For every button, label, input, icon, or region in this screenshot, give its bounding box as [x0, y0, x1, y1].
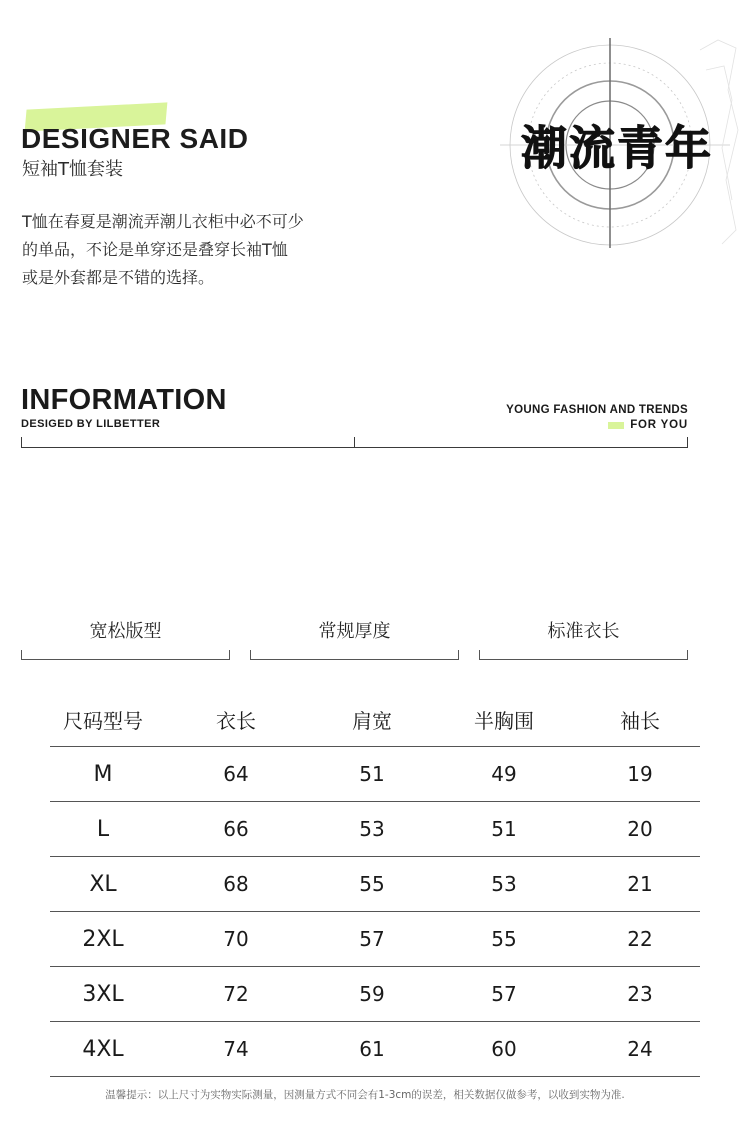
description-line: T恤在春夏是潮流弄潮儿衣柜中必不可少	[22, 212, 304, 231]
feature-tag	[21, 612, 230, 660]
feature-tag-label: 标准衣长	[547, 621, 620, 642]
information-subtitle: DESIGED BY LILBETTER	[21, 418, 161, 430]
cell-sleeve: 23	[580, 967, 700, 1022]
cell-half-chest: 51	[428, 802, 580, 857]
cell-shoulder: 57	[316, 912, 428, 967]
size-table-header-row	[50, 692, 700, 747]
header-shoulder: 肩宽	[316, 692, 428, 747]
cell-size: 2XL	[50, 912, 156, 967]
cell-half-chest: 49	[428, 747, 580, 802]
cell-length: 64	[156, 747, 316, 802]
measurement-footnote: 温馨提示：以上尺寸为实物实际测量，因测量方式不同会有1-3cm的误差，相关数据仅做参考，以收到实物为准.	[105, 1089, 625, 1101]
table-row	[50, 912, 700, 967]
table-row	[50, 747, 700, 802]
cell-size: 3XL	[50, 967, 156, 1022]
header-half-chest: 半胸围	[428, 692, 580, 747]
cell-sleeve: 19	[580, 747, 700, 802]
description-line: 的单品，不论是单穿还是叠穿长袖T恤	[22, 240, 288, 259]
cell-size: XL	[50, 857, 156, 912]
cell-length: 70	[156, 912, 316, 967]
designer-title: DESIGNER SAID	[21, 123, 249, 154]
table-row	[50, 967, 700, 1022]
cell-sleeve: 20	[580, 802, 700, 857]
table-row	[50, 1022, 700, 1077]
cell-half-chest: 53	[428, 857, 580, 912]
feature-tag-label: 宽松版型	[89, 621, 162, 642]
table-row	[50, 802, 700, 857]
cell-size: M	[50, 747, 156, 802]
header-length: 衣长	[156, 692, 316, 747]
cell-length: 72	[156, 967, 316, 1022]
divider-tick	[21, 437, 22, 448]
cell-half-chest: 55	[428, 912, 580, 967]
cell-sleeve: 24	[580, 1022, 700, 1077]
divider-tick	[354, 437, 355, 448]
table-row	[50, 857, 700, 912]
emblem-text: 潮流青年	[521, 121, 713, 175]
tagline-accent-bar	[608, 422, 624, 429]
size-table	[50, 692, 700, 1077]
cell-sleeve: 21	[580, 857, 700, 912]
cell-shoulder: 53	[316, 802, 428, 857]
cell-half-chest: 57	[428, 967, 580, 1022]
feature-tag-label: 常规厚度	[318, 621, 391, 642]
cell-shoulder: 51	[316, 747, 428, 802]
tagline-line-2: FOR YOU	[630, 419, 688, 431]
cell-shoulder: 55	[316, 857, 428, 912]
divider-tick	[687, 437, 688, 448]
cell-half-chest: 60	[428, 1022, 580, 1077]
feature-tag-bracket	[479, 650, 688, 660]
product-subtitle: 短袖T恤套装	[22, 159, 123, 180]
feature-tag	[250, 612, 459, 660]
cell-length: 74	[156, 1022, 316, 1077]
header-sleeve: 袖长	[580, 692, 700, 747]
header-size: 尺码型号	[50, 692, 156, 747]
tagline-line-1: YOUNG FASHION AND TRENDS	[506, 404, 688, 416]
cell-shoulder: 61	[316, 1022, 428, 1077]
feature-tag	[479, 612, 688, 660]
cell-sleeve: 22	[580, 912, 700, 967]
cell-size: L	[50, 802, 156, 857]
product-description	[22, 208, 382, 292]
information-title: INFORMATION	[21, 384, 227, 416]
feature-tag-bracket	[21, 650, 230, 660]
tagline-line-2-wrap	[608, 418, 688, 432]
feature-tag-bracket	[250, 650, 459, 660]
description-line: 或是外套都是不错的选择。	[22, 268, 215, 287]
cell-length: 66	[156, 802, 316, 857]
cell-length: 68	[156, 857, 316, 912]
cell-size: 4XL	[50, 1022, 156, 1077]
cell-shoulder: 59	[316, 967, 428, 1022]
